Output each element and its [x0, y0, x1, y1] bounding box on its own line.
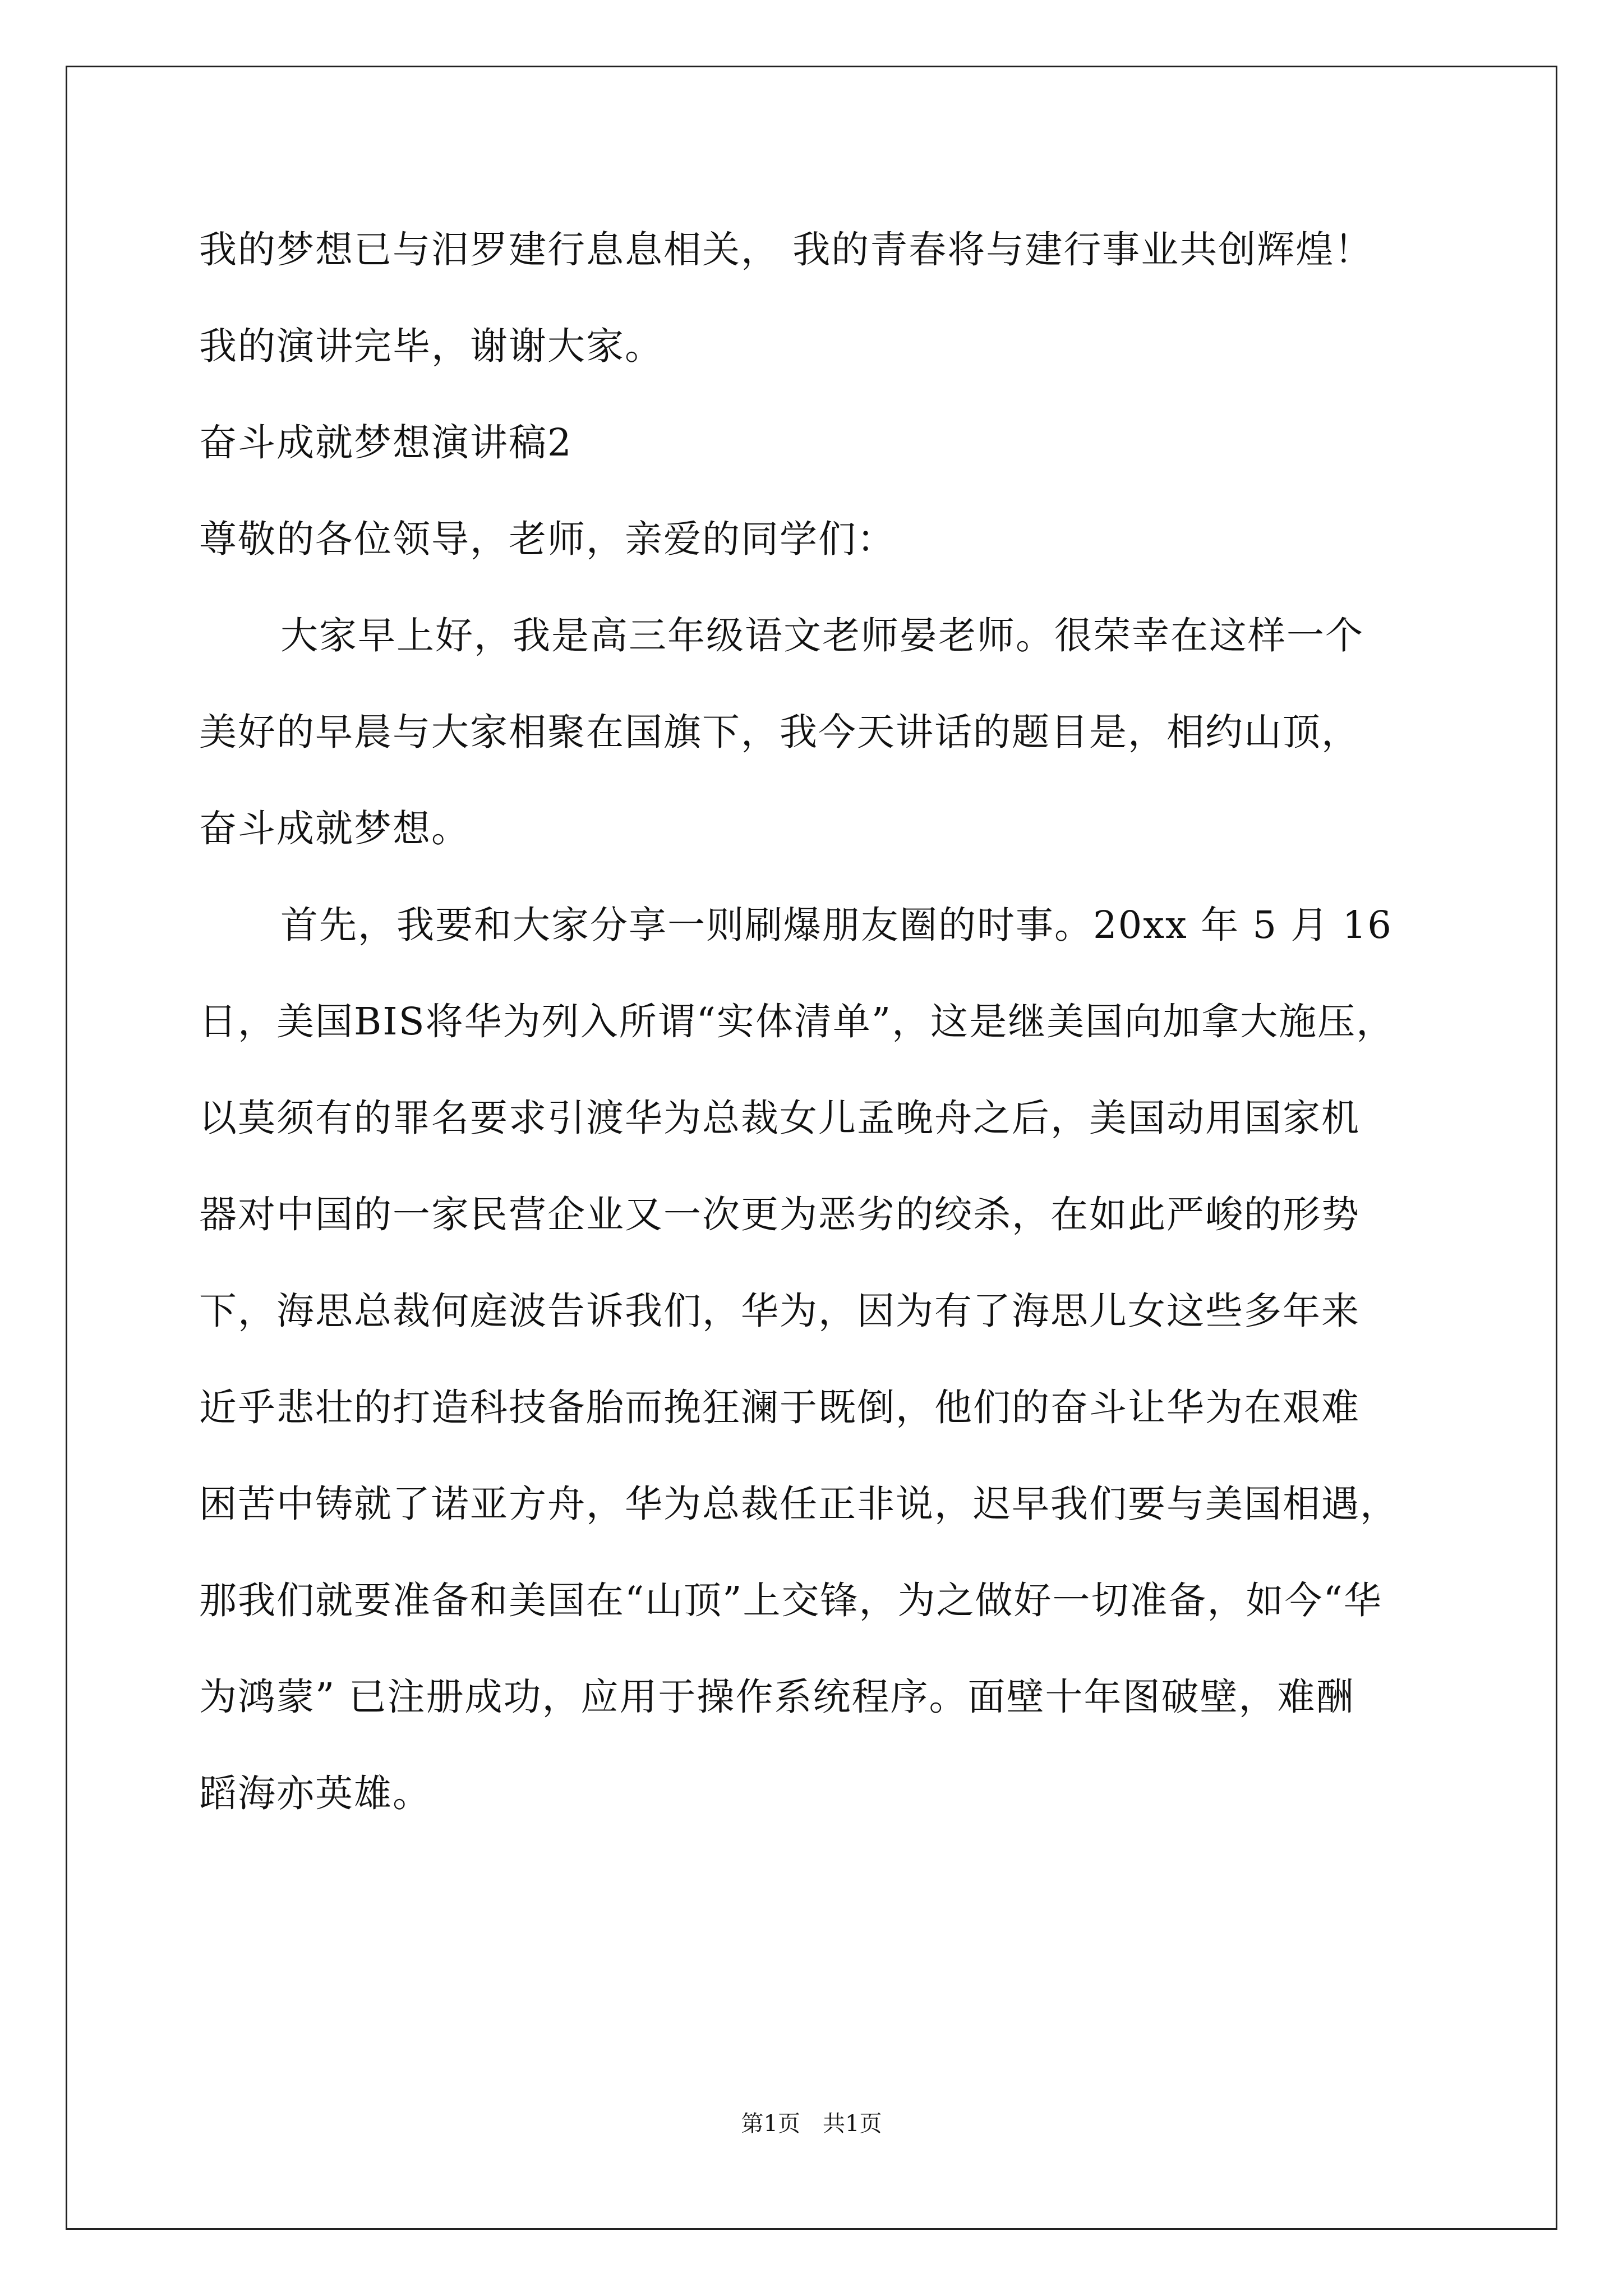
salutation: 尊敬的各位领导，老师，亲爱的同学们： — [199, 517, 896, 561]
paragraph-line: 那我们就要准备和美国在“山顶”上交锋，为之做好一切准备，如今“华 — [199, 1579, 1382, 1622]
paragraph-line: 为鸿蒙” 已注册成功，应用于操作系统程序。面壁十年图破壁，难酬 — [199, 1675, 1355, 1719]
paragraph-line: 首先，我要和大家分享一则刷爆朋友圈的时事。20xx 年 5 月 16 — [280, 903, 1393, 947]
page-border — [66, 66, 1557, 2230]
paragraph-line: 以莫须有的罪名要求引渡华为总裁女儿孟晚舟之后，美国动用国家机 — [199, 1096, 1360, 1140]
paragraph-line: 困苦中铸就了诺亚方舟，华为总裁任正非说，迟早我们要与美国相遇， — [199, 1482, 1399, 1526]
paragraph-line: 日，美国BIS将华为列入所谓“实体清单”，这是继美国向加拿大施压， — [199, 1000, 1395, 1043]
paragraph-line: 蹈海亦英雄。 — [199, 1772, 431, 1815]
paragraph-line: 近乎悲壮的打造科技备胎而挽狂澜于既倒，他们的奋斗让华为在艰难 — [199, 1386, 1360, 1429]
page-number: 第1页 共1页 — [741, 2111, 882, 2137]
section-title: 奋斗成就梦想演讲稿2 — [199, 421, 573, 464]
text-line: 我的梦想已与汨罗建行息息相关， 我的青春将与建行事业共创辉煌！ — [199, 228, 1373, 272]
paragraph-line: 奋斗成就梦想。 — [199, 807, 470, 850]
paragraph-line: 美好的早晨与大家相聚在国旗下，我今天讲话的题目是，相约山顶， — [199, 710, 1360, 754]
paragraph-line: 大家早上好，我是高三年级语文老师晏老师。很荣幸在这样一个 — [280, 614, 1364, 657]
text-line: 我的演讲完毕，谢谢大家。 — [199, 324, 663, 368]
paragraph-line: 器对中国的一家民营企业又一次更为恶劣的绞杀，在如此严峻的形势 — [199, 1193, 1360, 1236]
paragraph-line: 下，海思总裁何庭波告诉我们，华为，因为有了海思儿女这些多年来 — [199, 1289, 1360, 1333]
